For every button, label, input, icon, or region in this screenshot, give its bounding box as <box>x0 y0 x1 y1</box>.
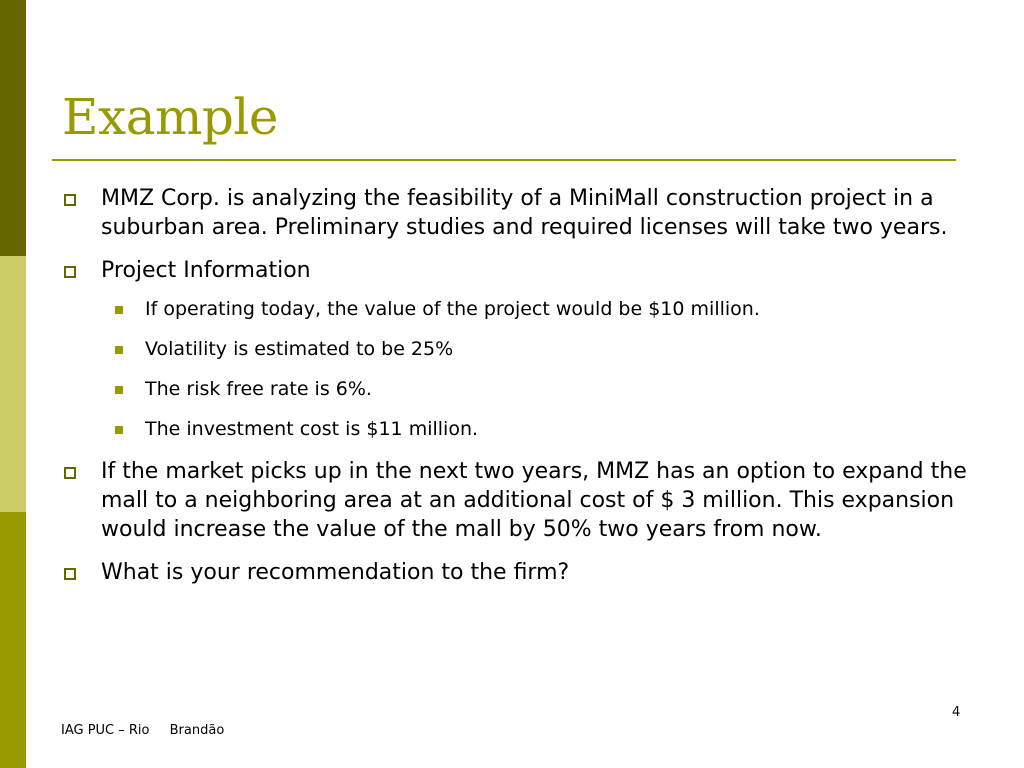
footer-institution: IAG PUC – Rio <box>61 723 150 738</box>
bullet-text: MMZ Corp. is analyzing the feasibility of a MiniMall construction project in a suburban area. Preliminary studies and required licenses will take two years. <box>101 186 948 240</box>
bullet-text: If the market picks up in the next two years, MMZ has an option to expand the mall to a neighboring area at an additional cost of $ 3 million. This expansion would increase the value of the mall by 50% two years from now. <box>101 459 967 542</box>
hollow-square-bullet-icon <box>64 568 76 580</box>
project-info-list <box>62 297 972 442</box>
sub-bullet-item <box>62 337 972 362</box>
bullet-item <box>62 184 972 242</box>
bullet-item <box>62 256 972 285</box>
sub-bullet-item <box>62 417 972 442</box>
sub-bullet-text: Volatility is estimated to be 25% <box>145 338 454 360</box>
sub-bullet-text: The risk free rate is 6%. <box>145 378 372 400</box>
hollow-square-bullet-icon <box>64 266 76 278</box>
footer-author: Brandão <box>169 723 225 738</box>
slide-title: Example <box>62 88 279 146</box>
filled-square-bullet-icon <box>115 306 123 314</box>
title-underline <box>52 159 956 161</box>
bullet-item <box>62 558 972 587</box>
bullet-text: What is your recommendation to the firm? <box>101 560 570 585</box>
side-bar-top <box>0 0 26 256</box>
hollow-square-bullet-icon <box>64 467 76 479</box>
side-bar-middle <box>0 256 26 512</box>
sub-bullet-text: If operating today, the value of the project would be $10 million. <box>145 298 760 320</box>
bullet-item <box>62 457 972 544</box>
filled-square-bullet-icon <box>115 386 123 394</box>
slide-body <box>62 184 972 601</box>
hollow-square-bullet-icon <box>64 194 76 206</box>
sub-bullet-item <box>62 297 972 322</box>
slide-footer <box>61 723 224 738</box>
filled-square-bullet-icon <box>115 346 123 354</box>
filled-square-bullet-icon <box>115 426 123 434</box>
sub-bullet-item <box>62 377 972 402</box>
bullet-text: Project Information <box>101 258 311 283</box>
sub-bullet-text: The investment cost is $11 million. <box>145 418 479 440</box>
side-bar-bottom <box>0 512 26 768</box>
page-number: 4 <box>952 705 961 720</box>
